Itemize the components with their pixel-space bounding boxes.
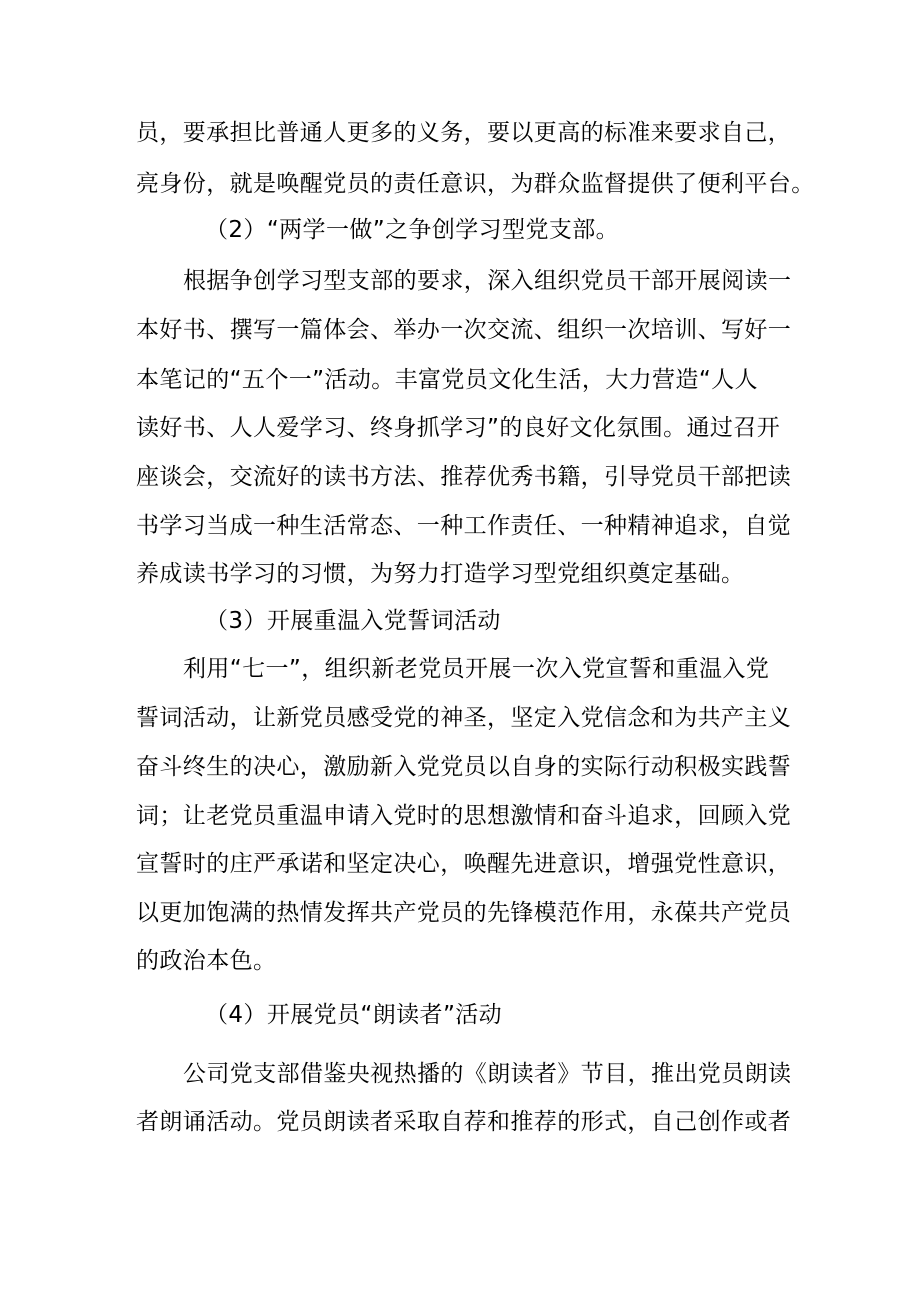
paragraph-line: 书学习当成一种生活常态、一种工作责任、一种精神追求，自觉 <box>136 513 792 539</box>
paragraph-line: 的政治本色。 <box>136 948 277 974</box>
paragraph-line: 公司党支部借鉴央视热播的《朗读者》节目，推出党员朗读 <box>183 1061 792 1087</box>
paragraph-line: 利用“七一”，组织新老党员开展一次入党宣誓和重温入党 <box>183 656 770 682</box>
paragraph-line: 根据争创学习型支部的要求，深入组织党员干部开展阅读一 <box>183 268 792 294</box>
paragraph-line: 宣誓时的庄严承诺和坚定决心，唤醒先进意识，增强党性意识， <box>136 851 792 877</box>
section-heading-2: （2）“两学一做”之争创学习型党支部。 <box>205 217 620 243</box>
paragraph-line: 词；让老党员重温申请入党时的思想激情和奋斗追求，回顾入党 <box>136 803 792 829</box>
paragraph-line: 奋斗终生的决心，激励新入党党员以自身的实际行动积极实践誓 <box>136 754 792 780</box>
paragraph-line: 读好书、人人爱学习、终身抓学习”的良好文化氛围。通过召开 <box>136 415 781 441</box>
paragraph-line: 亮身份，就是唤醒党员的责任意识，为群众监督提供了便利平台。 <box>136 171 815 197</box>
paragraph-line: 本好书、撰写一篇体会、举办一次交流、组织一次培训、写好一 <box>136 317 792 343</box>
paragraph-line: 誓词活动，让新党员感受党的神圣，坚定入党信念和为共产主义 <box>136 705 792 731</box>
paragraph-line: 本笔记的“五个一”活动。丰富党员文化生活，大力营造“人人 <box>136 367 758 393</box>
paragraph-line: 座谈会，交流好的读书方法、推荐优秀书籍，引导党员干部把读 <box>136 464 792 490</box>
section-heading-4: （4）开展党员“朗读者”活动 <box>205 1002 503 1028</box>
paragraph-line: 者朗诵活动。党员朗读者采取自荐和推荐的形式，自己创作或者 <box>136 1109 792 1135</box>
section-heading-3: （3）开展重温入党誓词活动 <box>205 608 501 634</box>
paragraph-line: 以更加饱满的热情发挥共产党员的先锋模范作用，永葆共产党员 <box>136 900 792 926</box>
paragraph-line: 养成读书学习的习惯，为努力打造学习型党组织奠定基础。 <box>136 561 745 587</box>
paragraph-line: 员，要承担比普通人更多的义务，要以更高的标准来要求自己， <box>136 120 792 146</box>
